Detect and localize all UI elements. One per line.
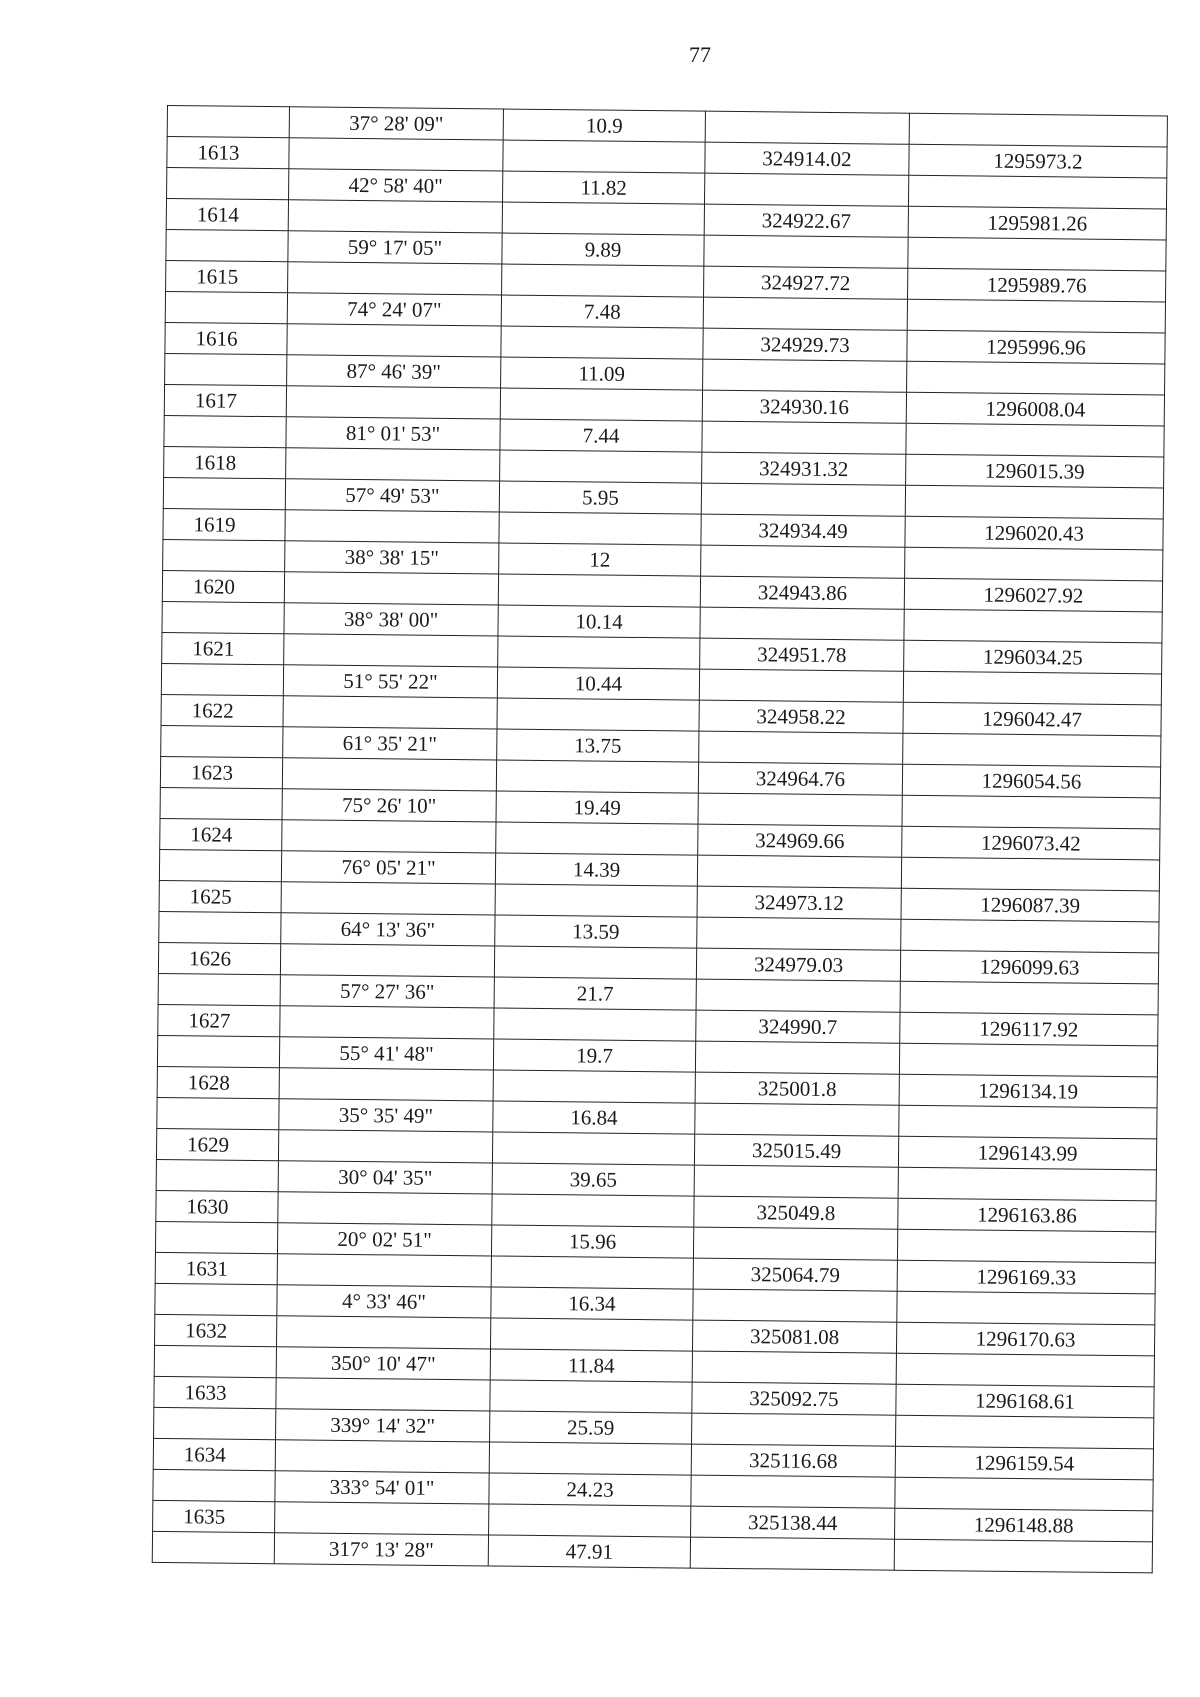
station-cell: 1621 xyxy=(162,632,284,664)
bearing-cell xyxy=(284,572,498,605)
bearing-cell xyxy=(280,944,494,977)
distance-cell: 11.82 xyxy=(503,171,705,204)
easting-cell xyxy=(704,235,908,268)
distance-cell: 11.84 xyxy=(490,1349,692,1382)
easting-cell: 324931.32 xyxy=(702,452,906,485)
station-cell xyxy=(162,601,284,633)
easting-cell: 325064.79 xyxy=(693,1258,897,1291)
northing-cell: 1296042.47 xyxy=(903,702,1161,736)
northing-cell xyxy=(895,1477,1153,1511)
northing-cell: 1296008.04 xyxy=(906,392,1164,426)
easting-cell xyxy=(697,917,901,950)
northing-cell: 1296117.92 xyxy=(900,1012,1158,1046)
station-cell: 1619 xyxy=(163,508,285,540)
northing-cell xyxy=(903,671,1161,705)
distance-cell xyxy=(502,264,704,297)
bearing-cell: 4° 33' 46" xyxy=(277,1285,491,1318)
easting-cell: 325138.44 xyxy=(691,1506,895,1539)
easting-cell xyxy=(692,1351,896,1384)
bearing-cell xyxy=(285,510,499,543)
station-cell xyxy=(165,353,287,385)
station-cell: 1629 xyxy=(156,1128,278,1160)
northing-cell: 1295973.2 xyxy=(909,144,1167,178)
easting-cell: 324930.16 xyxy=(702,390,906,423)
distance-cell: 25.59 xyxy=(490,1411,692,1444)
distance-cell xyxy=(490,1318,692,1351)
bearing-cell xyxy=(275,1440,489,1473)
station-cell: 1622 xyxy=(161,694,283,726)
easting-cell xyxy=(701,483,905,516)
easting-cell xyxy=(698,793,902,826)
station-cell: 1632 xyxy=(155,1314,277,1346)
station-cell xyxy=(158,973,280,1005)
northing-cell: 1296148.88 xyxy=(895,1508,1153,1542)
bearing-cell: 81° 01' 53" xyxy=(286,417,500,450)
northing-cell xyxy=(894,1539,1152,1573)
distance-cell: 16.34 xyxy=(491,1287,693,1320)
station-cell: 1625 xyxy=(159,880,281,912)
northing-cell: 1296169.33 xyxy=(897,1260,1155,1294)
bearing-cell: 38° 38' 00" xyxy=(284,603,498,636)
bearing-cell: 51° 55' 22" xyxy=(283,665,497,698)
northing-cell xyxy=(907,361,1165,395)
station-cell: 1626 xyxy=(158,942,280,974)
bearing-cell: 57° 49' 53" xyxy=(285,479,499,512)
northing-cell: 1296163.86 xyxy=(898,1198,1156,1232)
northing-cell: 1296073.42 xyxy=(902,826,1160,860)
northing-cell xyxy=(907,299,1165,333)
northing-cell xyxy=(898,1167,1156,1201)
northing-cell: 1296027.92 xyxy=(904,578,1162,612)
northing-cell: 1296087.39 xyxy=(901,888,1159,922)
bearing-cell: 59° 17' 05" xyxy=(288,231,502,264)
bearing-cell xyxy=(282,758,496,791)
easting-cell: 324973.12 xyxy=(697,886,901,919)
station-cell xyxy=(157,1097,279,1129)
distance-cell xyxy=(502,202,704,235)
bearing-cell xyxy=(277,1254,491,1287)
easting-cell: 324922.67 xyxy=(704,204,908,237)
northing-cell: 1296143.99 xyxy=(898,1136,1156,1170)
bearing-cell xyxy=(277,1316,491,1349)
bearing-cell: 20° 02' 51" xyxy=(277,1223,491,1256)
bearing-cell: 37° 28' 09" xyxy=(289,107,503,140)
northing-cell xyxy=(904,609,1162,643)
easting-cell: 325081.08 xyxy=(692,1320,896,1353)
easting-cell xyxy=(703,297,907,330)
bearing-cell: 339° 14' 32" xyxy=(276,1409,490,1442)
bearing-cell xyxy=(286,448,500,481)
table-body xyxy=(152,106,1167,1573)
station-cell: 1627 xyxy=(158,1004,280,1036)
easting-cell: 325001.8 xyxy=(695,1072,899,1105)
distance-cell xyxy=(493,1070,695,1103)
easting-cell xyxy=(704,173,908,206)
easting-cell xyxy=(700,607,904,640)
bearing-cell: 30° 04' 35" xyxy=(278,1161,492,1194)
easting-cell xyxy=(696,979,900,1012)
easting-cell xyxy=(705,111,909,144)
station-cell xyxy=(164,415,286,447)
distance-cell xyxy=(489,1442,691,1475)
bearing-cell xyxy=(288,200,502,233)
distance-cell: 13.59 xyxy=(495,915,697,948)
northing-cell xyxy=(899,1105,1157,1139)
bearing-cell xyxy=(284,634,498,667)
northing-cell: 1295989.76 xyxy=(908,268,1166,302)
bearing-cell: 333° 54' 01" xyxy=(275,1471,489,1504)
northing-cell: 1296034.25 xyxy=(904,640,1162,674)
station-cell: 1631 xyxy=(155,1252,277,1284)
distance-cell: 10.44 xyxy=(497,667,699,700)
distance-cell xyxy=(496,760,698,793)
station-cell: 1634 xyxy=(153,1438,275,1470)
easting-cell: 324979.03 xyxy=(696,948,900,981)
distance-cell: 24.23 xyxy=(489,1473,691,1506)
station-cell xyxy=(167,168,289,200)
bearing-cell xyxy=(278,1192,492,1225)
easting-cell: 324927.72 xyxy=(704,266,908,299)
distance-cell: 10.14 xyxy=(498,605,700,638)
station-cell xyxy=(159,911,281,943)
station-cell: 1614 xyxy=(166,199,288,231)
bearing-cell: 350° 10' 47" xyxy=(276,1347,490,1380)
station-cell: 1633 xyxy=(154,1376,276,1408)
distance-cell: 15.96 xyxy=(491,1225,693,1258)
northing-cell: 1296015.39 xyxy=(906,454,1164,488)
distance-cell xyxy=(491,1256,693,1289)
northing-cell: 1296168.61 xyxy=(896,1384,1154,1418)
distance-cell xyxy=(492,1132,694,1165)
station-cell: 1630 xyxy=(156,1190,278,1222)
distance-cell xyxy=(503,140,705,173)
easting-cell xyxy=(694,1165,898,1198)
station-cell xyxy=(156,1159,278,1191)
northing-cell xyxy=(902,795,1160,829)
bearing-cell xyxy=(281,882,495,915)
easting-cell: 324951.78 xyxy=(700,638,904,671)
easting-cell xyxy=(691,1475,895,1508)
bearing-cell xyxy=(289,138,503,171)
northing-cell: 1295981.26 xyxy=(908,206,1166,240)
distance-cell xyxy=(498,636,700,669)
distance-cell xyxy=(492,1194,694,1227)
easting-cell: 325092.75 xyxy=(692,1382,896,1415)
bearing-cell: 317° 13' 28" xyxy=(274,1533,488,1566)
station-cell xyxy=(153,1469,275,1501)
bearing-cell: 76° 05' 21" xyxy=(281,851,495,884)
page-number xyxy=(0,42,1200,68)
station-cell xyxy=(166,229,288,261)
bearing-cell xyxy=(283,696,497,729)
northing-cell xyxy=(899,1043,1157,1077)
easting-cell: 324929.73 xyxy=(703,328,907,361)
northing-cell xyxy=(903,733,1161,767)
distance-cell: 12 xyxy=(499,543,701,576)
northing-cell xyxy=(906,423,1164,457)
northing-cell xyxy=(905,547,1163,581)
northing-cell: 1296134.19 xyxy=(899,1074,1157,1108)
easting-cell: 324990.7 xyxy=(696,1010,900,1043)
bearing-cell xyxy=(288,262,502,295)
easting-cell: 324964.76 xyxy=(698,762,902,795)
station-cell xyxy=(155,1221,277,1253)
distance-cell xyxy=(497,698,699,731)
distance-cell xyxy=(494,946,696,979)
easting-cell: 324914.02 xyxy=(705,142,909,175)
easting-cell xyxy=(701,545,905,578)
station-cell xyxy=(155,1283,277,1315)
bearing-cell: 55° 41' 48" xyxy=(279,1037,493,1070)
station-cell xyxy=(161,663,283,695)
station-cell: 1635 xyxy=(153,1500,275,1532)
northing-cell xyxy=(901,919,1159,953)
northing-cell xyxy=(897,1291,1155,1325)
bearing-cell: 64° 13' 36" xyxy=(281,913,495,946)
distance-cell: 7.44 xyxy=(500,419,702,452)
distance-cell: 19.7 xyxy=(493,1039,695,1072)
bearing-cell xyxy=(286,386,500,419)
station-cell: 1617 xyxy=(164,384,286,416)
bearing-cell xyxy=(275,1502,489,1535)
distance-cell: 21.7 xyxy=(494,977,696,1010)
station-cell xyxy=(159,849,281,881)
northing-cell xyxy=(909,113,1167,147)
distance-cell xyxy=(500,388,702,421)
northing-cell: 1295996.96 xyxy=(907,330,1165,364)
distance-cell: 9.89 xyxy=(502,233,704,266)
station-cell xyxy=(167,106,289,138)
northing-cell: 1296099.63 xyxy=(900,950,1158,984)
distance-cell: 10.9 xyxy=(503,109,705,142)
page-number-text: 77 xyxy=(689,42,711,67)
station-cell: 1618 xyxy=(164,446,286,478)
northing-cell xyxy=(908,175,1166,209)
station-cell xyxy=(163,539,285,571)
easting-cell xyxy=(699,731,903,764)
bearing-cell: 38° 38' 15" xyxy=(285,541,499,574)
easting-cell: 325015.49 xyxy=(694,1134,898,1167)
distance-cell: 5.95 xyxy=(499,481,701,514)
distance-cell: 47.91 xyxy=(488,1535,690,1568)
easting-cell: 324969.66 xyxy=(698,824,902,857)
distance-cell: 16.84 xyxy=(493,1101,695,1134)
distance-cell: 7.48 xyxy=(501,295,703,328)
northing-cell: 1296054.56 xyxy=(902,764,1160,798)
northing-cell xyxy=(897,1229,1155,1263)
survey-coordinates-table xyxy=(152,105,1168,1573)
bearing-cell xyxy=(282,820,496,853)
station-cell: 1613 xyxy=(167,137,289,169)
station-cell: 1623 xyxy=(160,756,282,788)
bearing-cell: 35° 35' 49" xyxy=(279,1099,493,1132)
distance-cell xyxy=(489,1504,691,1537)
easting-cell: 324958.22 xyxy=(699,700,903,733)
bearing-cell xyxy=(278,1130,492,1163)
distance-cell xyxy=(494,1008,696,1041)
bearing-cell: 57° 27' 36" xyxy=(280,975,494,1008)
easting-cell xyxy=(690,1537,894,1570)
northing-cell: 1296159.54 xyxy=(895,1446,1153,1480)
distance-cell xyxy=(495,884,697,917)
station-cell xyxy=(161,725,283,757)
easting-cell xyxy=(693,1227,897,1260)
easting-cell xyxy=(692,1413,896,1446)
station-cell: 1616 xyxy=(165,322,287,354)
northing-cell xyxy=(901,857,1159,891)
bearing-cell xyxy=(276,1378,490,1411)
northing-cell xyxy=(900,981,1158,1015)
easting-cell xyxy=(695,1103,899,1136)
easting-cell: 324943.86 xyxy=(700,576,904,609)
easting-cell xyxy=(693,1289,897,1322)
bearing-cell xyxy=(287,324,501,357)
distance-cell xyxy=(496,822,698,855)
northing-cell xyxy=(896,1353,1154,1387)
distance-cell xyxy=(501,326,703,359)
station-cell xyxy=(163,477,285,509)
distance-cell: 39.65 xyxy=(492,1163,694,1196)
easting-cell xyxy=(702,421,906,454)
distance-cell: 19.49 xyxy=(496,791,698,824)
easting-cell xyxy=(697,855,901,888)
survey-table-container xyxy=(152,105,1167,1573)
station-cell: 1628 xyxy=(157,1066,279,1098)
station-cell xyxy=(152,1531,274,1563)
station-cell xyxy=(154,1345,276,1377)
bearing-cell: 61° 35' 21" xyxy=(283,727,497,760)
distance-cell xyxy=(500,450,702,483)
station-cell xyxy=(157,1035,279,1067)
northing-cell xyxy=(905,485,1163,519)
northing-cell xyxy=(908,237,1166,271)
distance-cell xyxy=(490,1380,692,1413)
easting-cell xyxy=(695,1041,899,1074)
easting-cell xyxy=(703,359,907,392)
distance-cell: 13.75 xyxy=(497,729,699,762)
bearing-cell: 42° 58' 40" xyxy=(289,169,503,202)
station-cell: 1624 xyxy=(160,818,282,850)
northing-cell: 1296170.63 xyxy=(896,1322,1154,1356)
station-cell: 1615 xyxy=(166,260,288,292)
station-cell xyxy=(160,787,282,819)
bearing-cell: 74° 24' 07" xyxy=(287,293,501,326)
distance-cell xyxy=(499,512,701,545)
northing-cell xyxy=(895,1415,1153,1449)
distance-cell xyxy=(498,574,700,607)
northing-cell: 1296020.43 xyxy=(905,516,1163,550)
bearing-cell xyxy=(280,1006,494,1039)
bearing-cell: 87° 46' 39" xyxy=(287,355,501,388)
easting-cell: 325116.68 xyxy=(691,1444,895,1477)
station-cell xyxy=(165,291,287,323)
station-cell xyxy=(154,1407,276,1439)
station-cell: 1620 xyxy=(162,570,284,602)
easting-cell: 325049.8 xyxy=(694,1196,898,1229)
easting-cell xyxy=(699,669,903,702)
bearing-cell: 75° 26' 10" xyxy=(282,789,496,822)
distance-cell: 11.09 xyxy=(501,357,703,390)
bearing-cell xyxy=(279,1068,493,1101)
distance-cell: 14.39 xyxy=(495,853,697,886)
easting-cell: 324934.49 xyxy=(701,514,905,547)
